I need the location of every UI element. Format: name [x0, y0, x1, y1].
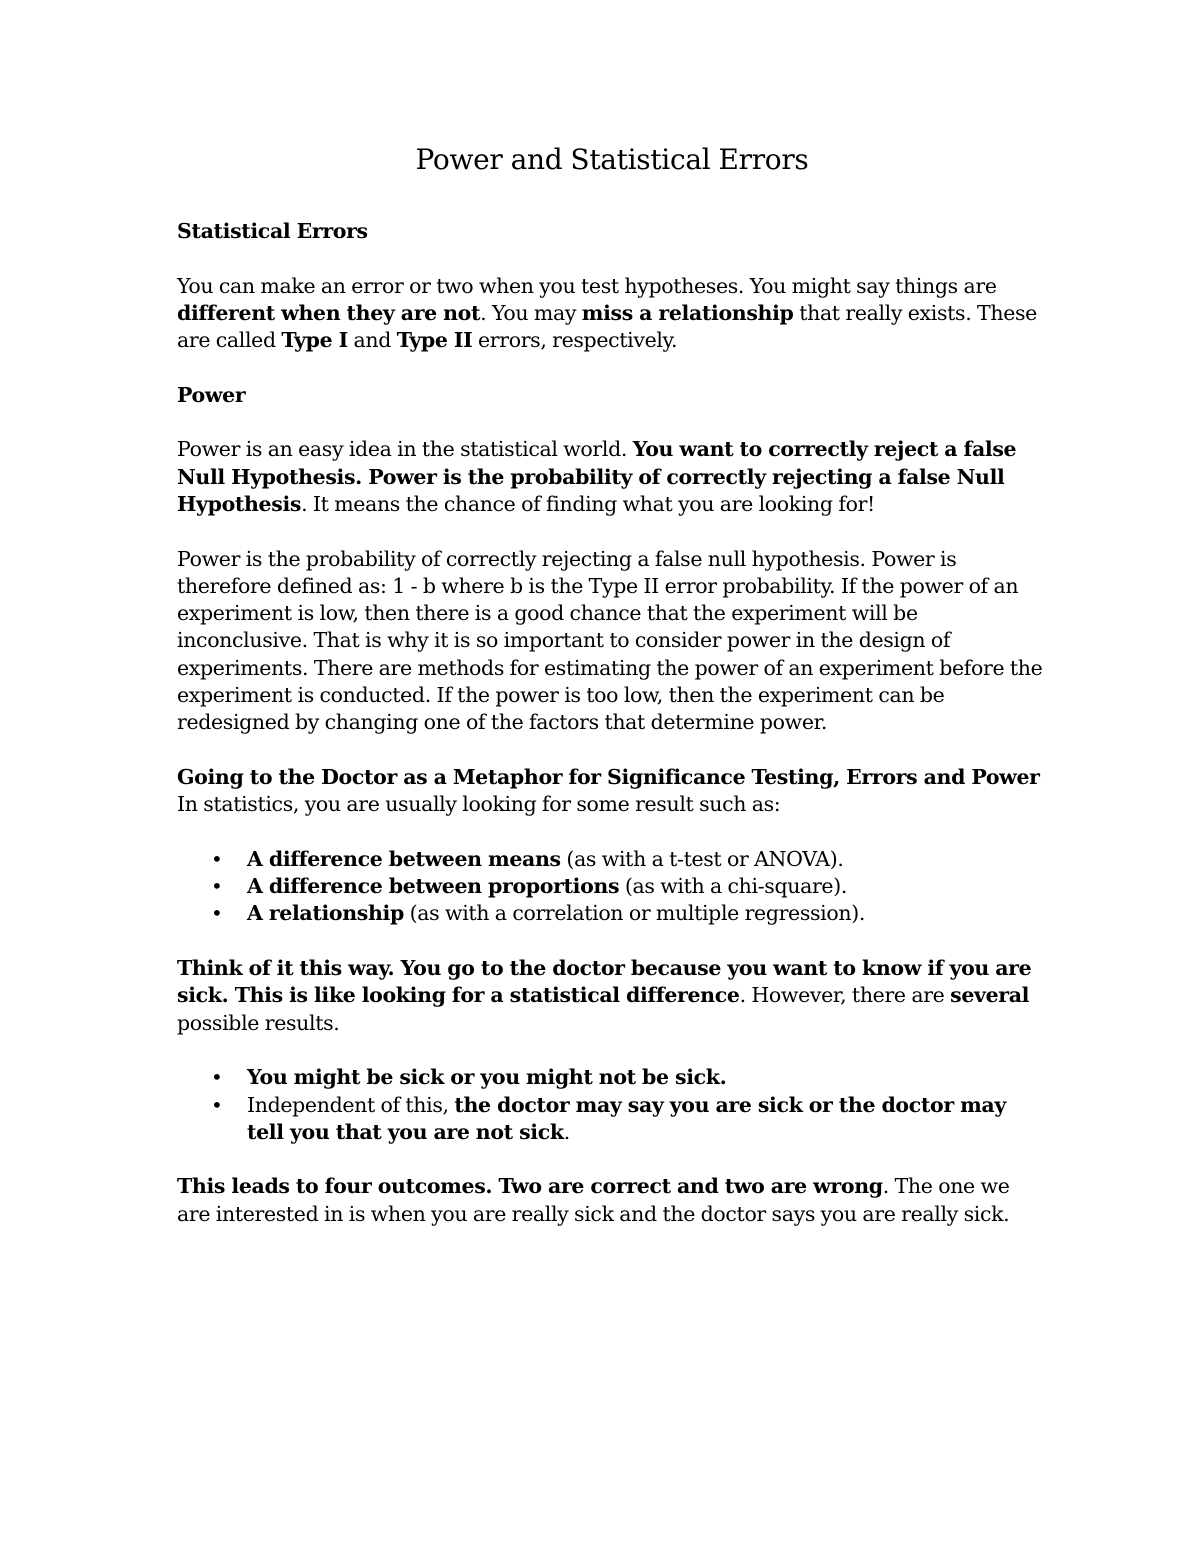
- bullet-icon: •: [211, 1092, 223, 1117]
- spacer: [177, 409, 1047, 436]
- text-run: You can make an error or two when you test hypotheses. You might say things are: [177, 273, 997, 298]
- paragraph-errors-intro: [177, 273, 1047, 355]
- paragraph-four-outcomes: [177, 1173, 1047, 1228]
- text-run: (as with a t-test or ANOVA).: [560, 846, 844, 871]
- text-run: possible results.: [177, 1010, 340, 1035]
- bullet-icon: •: [211, 846, 223, 871]
- text-run: . The one we are interested in is when you are really sick and the doctor says you are really sick.: [177, 1174, 1010, 1226]
- bold-text-run: This leads to four outcomes. Two are correct and two are wrong: [177, 1174, 883, 1199]
- bullet-icon: •: [211, 874, 223, 899]
- spacer: [177, 245, 1047, 272]
- text-run: . It means the chance of finding what you are looking for!: [301, 491, 875, 516]
- bold-text-run: different when they are not: [177, 300, 481, 325]
- section-heading-statistical-errors: Statistical Errors: [177, 219, 368, 243]
- bold-text-run: A relationship: [247, 901, 404, 926]
- text-run: (as with a chi-square).: [619, 874, 848, 899]
- bold-text-run: Type I: [281, 328, 348, 353]
- bold-text-run: You want to correctly reject a false Null Hypothesis. Power is the probability of correctly rejecting a false Null Hypothesis: [177, 437, 1017, 516]
- list-item: [177, 1092, 1047, 1147]
- bold-text-run: several: [950, 983, 1030, 1008]
- bold-text-run: You might be sick or you might not be sick.: [247, 1065, 727, 1090]
- section-heading-doctor-metaphor: Going to the Doctor as a Metaphor for Significance Testing, Errors and Power: [177, 764, 1040, 789]
- text-run: . You may: [480, 300, 582, 325]
- bold-text-run: A difference between proportions: [247, 874, 620, 899]
- bullet-list-possibilities: [177, 1064, 1047, 1146]
- spacer: [177, 518, 1047, 545]
- paragraph-power-definition: Power is the probability of correctly rejecting a false null hypothesis. Power is therefore defined as: 1 - b where b is the Type II error probability. If the power of an experiment is low, then there is a good chance that the experiment will be inconclusive. That is why it is so important to consider power in the design of experiments. There are methods for estimating the power of an experiment before the experiment is conducted. If the power is too low, then the experiment can be redesigned by changing one of the factors that determine power.: [177, 546, 1043, 735]
- spacer: [177, 819, 1047, 846]
- text-run: .: [563, 1119, 570, 1144]
- spacer: [177, 1146, 1047, 1173]
- bold-text-run: A difference between means: [247, 846, 561, 871]
- bullet-list-results: [177, 846, 1047, 928]
- bold-text-run: the doctor may say you are sick or the doctor may tell you that you are not sick: [247, 1092, 1006, 1144]
- spacer: [177, 737, 1047, 764]
- text-run: that really exists. These are called: [177, 300, 1037, 353]
- bullet-icon: •: [211, 1065, 223, 1090]
- text-run: Independent of this,: [247, 1092, 455, 1117]
- page-title: Power and Statistical Errors: [415, 143, 809, 176]
- paragraph-doctor-intro: In statistics, you are usually looking for some result such as:: [177, 792, 781, 817]
- paragraph-doctor-analogy: [177, 955, 1047, 1037]
- bold-text-run: Type II: [396, 328, 473, 353]
- list-item: [177, 900, 1047, 927]
- document-body: [177, 140, 1047, 1228]
- bold-text-run: Think of it this way. You go to the doctor because you want to know if you are sick. This is like looking for a statistical difference: [177, 956, 1032, 1008]
- spacer: [177, 1037, 1047, 1064]
- paragraph-power-intro: [177, 436, 1047, 518]
- list-item: [177, 846, 1047, 873]
- bullet-icon: •: [211, 901, 223, 926]
- text-run: and: [347, 328, 397, 353]
- list-item: [177, 873, 1047, 900]
- text-run: (as with a correlation or multiple regression).: [403, 901, 866, 926]
- text-run: Power is an easy idea in the statistical world.: [177, 437, 633, 462]
- spacer: [177, 354, 1047, 381]
- text-run: errors, respectively.: [472, 328, 678, 353]
- text-run: . However, there are: [739, 983, 951, 1008]
- bold-text-run: miss a relationship: [581, 300, 794, 325]
- spacer: [177, 928, 1047, 955]
- section-heading-power: Power: [177, 382, 246, 407]
- list-item: [177, 1064, 1047, 1091]
